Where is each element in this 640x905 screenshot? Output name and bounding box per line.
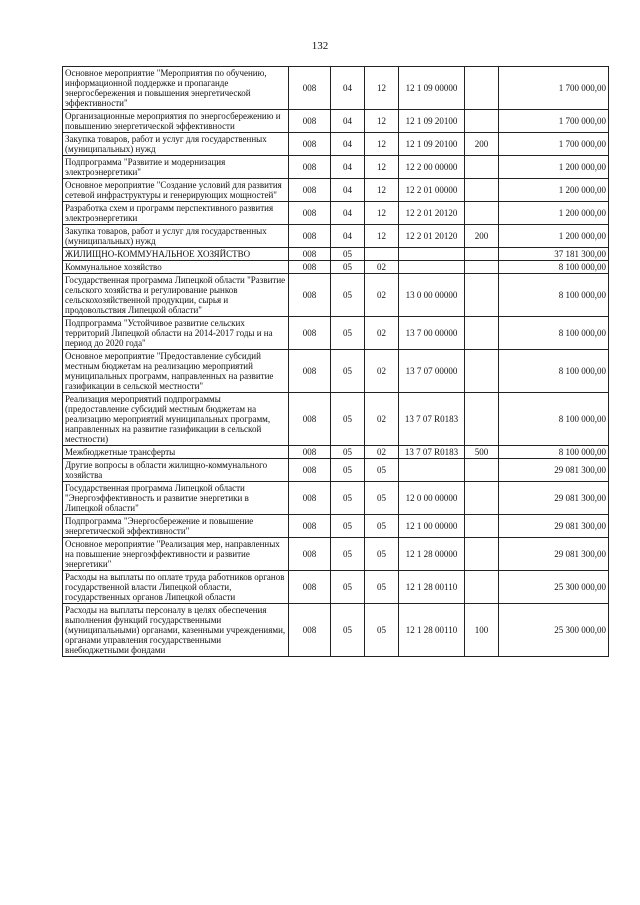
cell-name: Основное мероприятие "Создание условий для развития сетевой инфраструктуры и генерирующих мощностей"	[63, 179, 289, 202]
table-row	[63, 317, 609, 350]
cell-amount: 25 300 000,00	[499, 571, 609, 604]
cell-name: ЖИЛИЩНО-КОММУНАЛЬНОЕ ХОЗЯЙСТВО	[63, 248, 289, 261]
cell-expense-type	[465, 248, 499, 261]
cell-section: 05	[331, 261, 365, 274]
cell-amount: 1 200 000,00	[499, 202, 609, 225]
cell-subsection: 12	[365, 133, 399, 156]
cell-section: 04	[331, 156, 365, 179]
cell-amount: 8 100 000,00	[499, 393, 609, 446]
cell-target-article: 12 1 09 00000	[399, 67, 465, 110]
cell-expense-type: 200	[465, 133, 499, 156]
cell-section: 04	[331, 179, 365, 202]
cell-subsection: 02	[365, 350, 399, 393]
cell-section: 05	[331, 446, 365, 459]
table-row	[63, 604, 609, 657]
cell-ministry-code: 008	[289, 261, 331, 274]
cell-expense-type	[465, 261, 499, 274]
cell-name: Закупка товаров, работ и услуг для государственных (муниципальных) нужд	[63, 225, 289, 248]
cell-expense-type	[465, 482, 499, 515]
table-row	[63, 248, 609, 261]
cell-section: 05	[331, 459, 365, 482]
cell-expense-type: 200	[465, 225, 499, 248]
cell-target-article: 12 1 09 20100	[399, 133, 465, 156]
cell-amount: 8 100 000,00	[499, 274, 609, 317]
table-row	[63, 225, 609, 248]
cell-subsection: 02	[365, 393, 399, 446]
cell-target-article: 12 1 09 20100	[399, 110, 465, 133]
cell-subsection: 12	[365, 225, 399, 248]
cell-ministry-code: 008	[289, 133, 331, 156]
cell-name: Государственная программа Липецкой области "Развитие сельского хозяйства и регулирование рынков сельскохозяйственной продукции, сырья и продовольствия Липецкой области"	[63, 274, 289, 317]
cell-amount: 1 700 000,00	[499, 67, 609, 110]
table-row	[63, 571, 609, 604]
cell-subsection: 12	[365, 110, 399, 133]
cell-name: Межбюджетные трансферты	[63, 446, 289, 459]
cell-amount: 25 300 000,00	[499, 604, 609, 657]
table-row	[63, 133, 609, 156]
cell-ministry-code: 008	[289, 393, 331, 446]
cell-expense-type	[465, 156, 499, 179]
cell-ministry-code: 008	[289, 179, 331, 202]
cell-target-article: 13 7 07 R0183	[399, 393, 465, 446]
cell-amount: 8 100 000,00	[499, 350, 609, 393]
cell-ministry-code: 008	[289, 317, 331, 350]
cell-section: 05	[331, 482, 365, 515]
cell-amount: 29 081 300,00	[499, 538, 609, 571]
cell-expense-type	[465, 571, 499, 604]
cell-target-article	[399, 248, 465, 261]
cell-subsection: 05	[365, 571, 399, 604]
cell-expense-type	[465, 317, 499, 350]
cell-expense-type: 100	[465, 604, 499, 657]
cell-target-article: 12 1 28 00110	[399, 604, 465, 657]
cell-subsection: 05	[365, 482, 399, 515]
table-row	[63, 538, 609, 571]
cell-subsection: 02	[365, 446, 399, 459]
cell-expense-type	[465, 459, 499, 482]
cell-section: 04	[331, 225, 365, 248]
cell-amount: 29 081 300,00	[499, 482, 609, 515]
table-row	[63, 515, 609, 538]
cell-target-article: 13 7 00 00000	[399, 317, 465, 350]
cell-name: Государственная программа Липецкой области "Энергоэффективность и развитие энергетики в Липецкой области"	[63, 482, 289, 515]
cell-section: 04	[331, 67, 365, 110]
cell-expense-type	[465, 350, 499, 393]
cell-target-article	[399, 459, 465, 482]
table-row	[63, 393, 609, 446]
cell-section: 05	[331, 538, 365, 571]
budget-table	[62, 66, 609, 657]
cell-name: Подпрограмма "Устойчивое развитие сельских территорий Липецкой области на 2014-2017 годы и на период до 2020 года"	[63, 317, 289, 350]
cell-subsection: 02	[365, 317, 399, 350]
cell-section: 05	[331, 350, 365, 393]
cell-section: 04	[331, 202, 365, 225]
cell-name: Подпрограмма "Энергосбережение и повышение энергетической эффективности"	[63, 515, 289, 538]
cell-target-article: 13 7 07 00000	[399, 350, 465, 393]
table-row	[63, 350, 609, 393]
cell-name: Основное мероприятие "Предоставление субсидий местным бюджетам на реализацию мероприятий муниципальных программ, направленных на развитие газификации в сельской местности"	[63, 350, 289, 393]
table-row	[63, 446, 609, 459]
cell-ministry-code: 008	[289, 515, 331, 538]
cell-ministry-code: 008	[289, 248, 331, 261]
cell-section: 04	[331, 133, 365, 156]
cell-target-article: 12 2 01 20120	[399, 225, 465, 248]
cell-expense-type	[465, 538, 499, 571]
cell-target-article: 13 7 07 R0183	[399, 446, 465, 459]
cell-target-article: 12 1 28 00110	[399, 571, 465, 604]
cell-ministry-code: 008	[289, 225, 331, 248]
cell-target-article: 12 1 28 00000	[399, 538, 465, 571]
cell-amount: 8 100 000,00	[499, 446, 609, 459]
cell-name: Организационные мероприятия по энергосбережению и повышению энергетической эффективности	[63, 110, 289, 133]
cell-amount: 29 081 300,00	[499, 515, 609, 538]
cell-target-article	[399, 261, 465, 274]
table-row	[63, 67, 609, 110]
cell-ministry-code: 008	[289, 274, 331, 317]
cell-expense-type	[465, 515, 499, 538]
cell-target-article: 13 0 00 00000	[399, 274, 465, 317]
cell-ministry-code: 008	[289, 459, 331, 482]
cell-expense-type	[465, 179, 499, 202]
table-body	[63, 67, 609, 657]
table-row	[63, 179, 609, 202]
cell-ministry-code: 008	[289, 571, 331, 604]
cell-name: Основное мероприятие "Мероприятия по обучению, информационной поддержке и пропаганде энергосбережения и повышения энергетической эффективности"	[63, 67, 289, 110]
cell-amount: 1 700 000,00	[499, 110, 609, 133]
cell-name: Закупка товаров, работ и услуг для государственных (муниципальных) нужд	[63, 133, 289, 156]
cell-ministry-code: 008	[289, 156, 331, 179]
cell-amount: 1 200 000,00	[499, 179, 609, 202]
cell-expense-type	[465, 110, 499, 133]
cell-ministry-code: 008	[289, 67, 331, 110]
cell-name: Реализация мероприятий подпрограммы (предоставление субсидий местным бюджетам на реализацию мероприятий муниципальных программ, направленных на развитие газификации в сельской местности)	[63, 393, 289, 446]
cell-expense-type: 500	[465, 446, 499, 459]
cell-name: Другие вопросы в области жилищно-коммунального хозяйства	[63, 459, 289, 482]
table-row	[63, 274, 609, 317]
table-row	[63, 261, 609, 274]
cell-ministry-code: 008	[289, 350, 331, 393]
cell-amount: 1 700 000,00	[499, 133, 609, 156]
cell-name: Расходы на выплаты по оплате труда работников органов государственной власти Липецкой области, государственных органов Липецкой области	[63, 571, 289, 604]
cell-section: 05	[331, 604, 365, 657]
cell-section: 05	[331, 393, 365, 446]
cell-subsection: 05	[365, 515, 399, 538]
cell-subsection: 05	[365, 459, 399, 482]
cell-name: Расходы на выплаты персоналу в целях обеспечения выполнения функций государственными (муниципальными) органами, казенными учреждениями, органами управления государственными внебюджетными фондами	[63, 604, 289, 657]
cell-amount: 1 200 000,00	[499, 156, 609, 179]
cell-target-article: 12 2 00 00000	[399, 156, 465, 179]
table-row	[63, 110, 609, 133]
cell-subsection: 05	[365, 604, 399, 657]
cell-name: Подпрограмма "Развитие и модернизация электроэнергетики"	[63, 156, 289, 179]
cell-target-article: 12 1 00 00000	[399, 515, 465, 538]
table-row	[63, 459, 609, 482]
cell-expense-type	[465, 202, 499, 225]
cell-subsection: 12	[365, 156, 399, 179]
cell-amount: 29 081 300,00	[499, 459, 609, 482]
cell-name: Основное мероприятие "Реализация мер, направленных на повышение энергоэффективности и развитие энергетики"	[63, 538, 289, 571]
cell-name: Разработка схем и программ перспективного развития электроэнергетики	[63, 202, 289, 225]
cell-subsection: 02	[365, 274, 399, 317]
cell-section: 05	[331, 274, 365, 317]
cell-section: 05	[331, 515, 365, 538]
cell-expense-type	[465, 393, 499, 446]
cell-target-article: 12 2 01 20120	[399, 202, 465, 225]
cell-target-article: 12 2 01 00000	[399, 179, 465, 202]
cell-amount: 8 100 000,00	[499, 261, 609, 274]
cell-amount: 1 200 000,00	[499, 225, 609, 248]
cell-section: 04	[331, 110, 365, 133]
cell-amount: 8 100 000,00	[499, 317, 609, 350]
cell-subsection: 12	[365, 179, 399, 202]
table-row	[63, 202, 609, 225]
table-row	[63, 156, 609, 179]
table-row	[63, 482, 609, 515]
cell-ministry-code: 008	[289, 538, 331, 571]
cell-ministry-code: 008	[289, 202, 331, 225]
cell-ministry-code: 008	[289, 110, 331, 133]
cell-ministry-code: 008	[289, 482, 331, 515]
cell-subsection: 05	[365, 538, 399, 571]
cell-subsection: 12	[365, 202, 399, 225]
cell-subsection: 02	[365, 261, 399, 274]
page-number: 132	[311, 40, 329, 52]
cell-expense-type	[465, 67, 499, 110]
cell-section: 05	[331, 571, 365, 604]
cell-section: 05	[331, 248, 365, 261]
cell-target-article: 12 0 00 00000	[399, 482, 465, 515]
cell-ministry-code: 008	[289, 604, 331, 657]
cell-expense-type	[465, 274, 499, 317]
cell-amount: 37 181 300,00	[499, 248, 609, 261]
cell-subsection: 12	[365, 67, 399, 110]
cell-subsection	[365, 248, 399, 261]
cell-ministry-code: 008	[289, 446, 331, 459]
cell-name: Коммунальное хозяйство	[63, 261, 289, 274]
cell-section: 05	[331, 317, 365, 350]
